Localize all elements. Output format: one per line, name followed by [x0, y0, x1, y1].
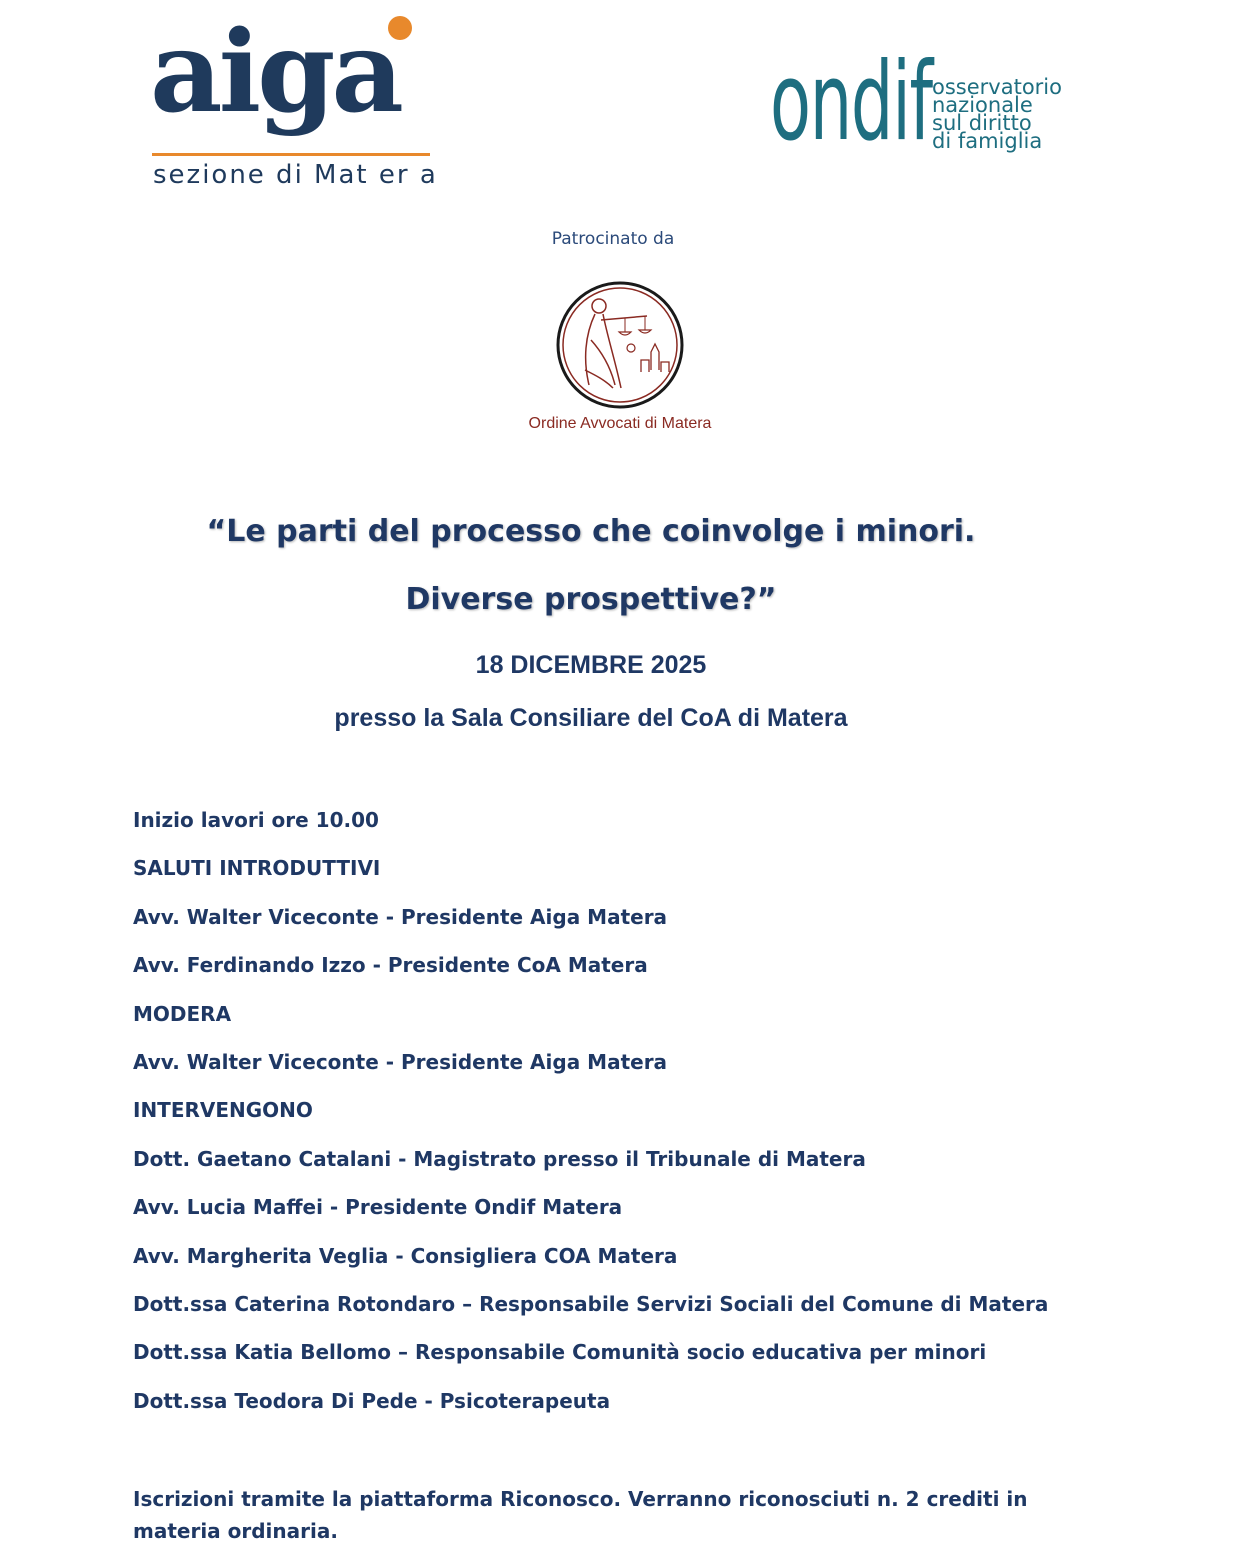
- program-item: Dott. Gaetano Catalani - Magistrato presso il Tribunale di Matera: [133, 1146, 866, 1171]
- program-item: Dott.ssa Teodora Di Pede - Psicoterapeuta: [133, 1388, 611, 1413]
- ondif-logo-text: [932, 75, 1062, 153]
- ordine-avvocati-label: Ordine Avvocati di Matera: [528, 415, 712, 432]
- program-item: Inizio lavori ore 10.00: [133, 808, 379, 832]
- aiga-logo-rule: [152, 153, 430, 156]
- ondif-line: nazionale: [932, 93, 1033, 117]
- ondif-line: sul diritto: [932, 111, 1032, 135]
- event-venue: presso la Sala Consiliare del CoA di Matera: [334, 704, 848, 732]
- program-item: Avv. Lucia Maffei - Presidente Ondif Matera: [133, 1195, 623, 1220]
- ondif-line: osservatorio: [932, 75, 1062, 99]
- registration-note: Iscrizioni tramite la piattaforma Riconosco. Verranno riconosciuti n. 2 crediti in materia ordinaria.: [133, 1487, 1028, 1543]
- program-item: Dott.ssa Katia Bellomo – Responsabile Comunità socio educativa per minori: [133, 1340, 987, 1365]
- aiga-logo-word: aiga: [150, 7, 400, 138]
- program-item: Avv. Margherita Veglia - Consigliera COA Matera: [133, 1243, 678, 1268]
- program-item: Dott.ssa Caterina Rotondaro – Responsabile Servizi Sociali del Comune di Matera: [133, 1291, 1049, 1316]
- aiga-logo: [150, 8, 440, 193]
- ondif-line: di famiglia: [932, 129, 1043, 153]
- program-item: Avv. Ferdinando Izzo - Presidente CoA Matera: [133, 953, 648, 978]
- aiga-logo-subtitle: sezione di Mat er a: [153, 160, 438, 190]
- patronage-label: Patrocinato da: [551, 229, 675, 249]
- ordine-avvocati-seal-icon: [555, 280, 685, 410]
- event-title-line1: “Le parti del processo che coinvolge i minori.: [206, 514, 976, 549]
- program-item: Avv. Walter Viceconte - Presidente Aiga Matera: [133, 1049, 668, 1074]
- program-item: SALUTI INTRODUTTIVI: [133, 856, 381, 881]
- event-title-line2: Diverse prospettive?”: [405, 582, 777, 617]
- ondif-logo: [770, 15, 1100, 190]
- program-item: Avv. Walter Viceconte - Presidente Aiga Matera: [133, 904, 668, 929]
- program-item: INTERVENGONO: [133, 1098, 313, 1123]
- program-item: MODERA: [133, 1001, 232, 1026]
- program-list: [133, 806, 1133, 1435]
- ondif-logo-word: ondif: [770, 40, 932, 165]
- event-date: 18 DICEMBRE 2025: [475, 651, 707, 679]
